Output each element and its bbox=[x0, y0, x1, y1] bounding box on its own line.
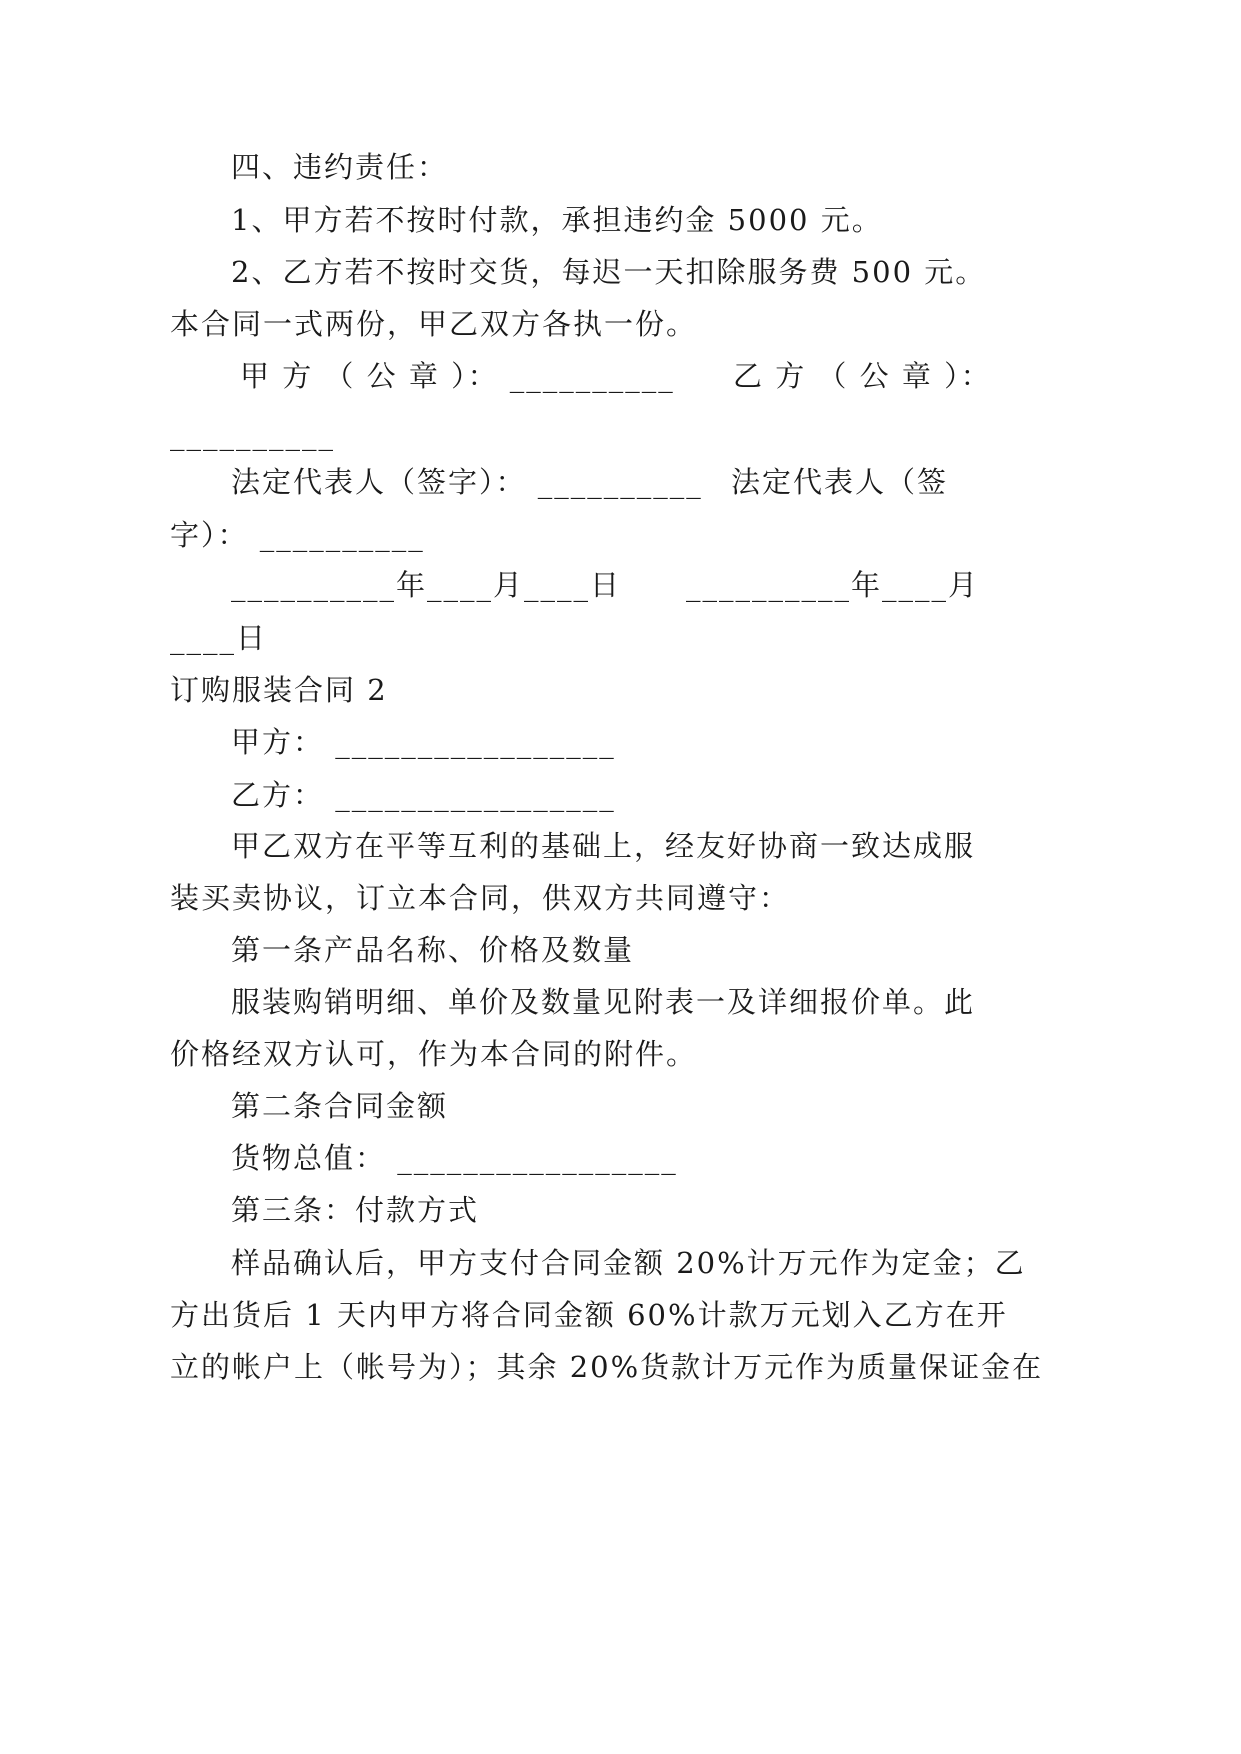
party-b-date-line: __________年____月 bbox=[686, 568, 980, 602]
article-3-body: 样品确认后，甲方支付合同金额 20%计万元作为定金；乙 bbox=[231, 1246, 1026, 1280]
party-b-name-line: 乙方： _________________ bbox=[231, 778, 616, 812]
article-3-body: 方出货后 1 天内甲方将合同金额 60%计款万元划入乙方在开 bbox=[170, 1298, 1008, 1332]
article-1-heading: 第一条产品名称、价格及数量 bbox=[231, 933, 635, 967]
section-heading-breach: 四、违约责任： bbox=[231, 150, 449, 184]
article-1-body: 价格经双方认可，作为本合同的附件。 bbox=[170, 1037, 698, 1071]
party-b-seal-blank: __________ bbox=[170, 417, 335, 451]
party-b-date-day: ____日 bbox=[170, 621, 268, 655]
preamble-line: 装买卖协议，订立本合同，供双方共同遵守： bbox=[170, 881, 791, 915]
party-b-representative-label: 法定代表人（签 bbox=[731, 465, 949, 499]
article-1-body: 服装购销明细、单价及数量见附表一及详细报价单。此 bbox=[231, 985, 976, 1019]
party-a-representative-line: 法定代表人（签字）： __________ bbox=[231, 465, 703, 499]
party-b-seal-label: 乙 方 （ 公 章 ）： bbox=[733, 359, 992, 393]
party-a-date-line: __________年____月____日 bbox=[231, 568, 622, 602]
article-3-heading: 第三条：付款方式 bbox=[231, 1193, 480, 1227]
clause-line: 2、乙方若不按时交货，每迟一天扣除服务费 500 元。 bbox=[231, 255, 987, 289]
party-a-seal-line: 甲 方 （ 公 章 ）： __________ bbox=[240, 359, 675, 393]
contract-title: 订购服装合同 2 bbox=[170, 673, 388, 707]
clause-line: 本合同一式两份，甲乙双方各执一份。 bbox=[170, 307, 698, 341]
article-2-heading: 第二条合同金额 bbox=[231, 1089, 449, 1123]
party-a-name-line: 甲方： _________________ bbox=[231, 725, 616, 759]
article-3-body: 立的帐户上（帐号为）；其余 20%货款计万元作为质量保证金在 bbox=[170, 1350, 1044, 1384]
article-2-total-value: 货物总值： _________________ bbox=[231, 1141, 678, 1175]
preamble-line: 甲乙双方在平等互利的基础上，经友好协商一致达成服 bbox=[231, 829, 976, 863]
party-b-representative-blank: 字）： __________ bbox=[170, 518, 425, 552]
clause-line: 1、甲方若不按时付款，承担违约金 5000 元。 bbox=[231, 203, 883, 237]
